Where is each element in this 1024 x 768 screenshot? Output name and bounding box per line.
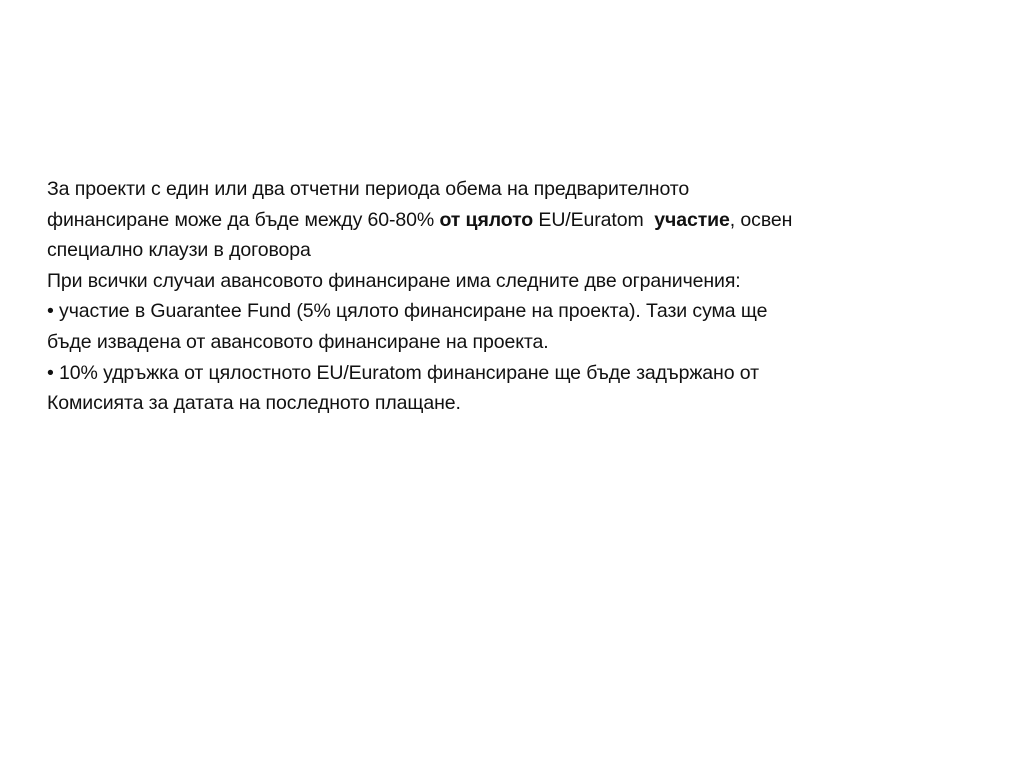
bullet-2-line-1: • 10% удръжка от цялостното EU/Euratom финансиране ще бъде задържано от (47, 361, 759, 384)
paragraph-1-line-1: За проекти с един или два отчетни периода обема на предварителното (47, 178, 690, 200)
bold-text-run: участие (654, 208, 730, 231)
text-run: финансиране може да бъде между 60-80% (47, 208, 440, 231)
text-run: , освен (729, 208, 793, 231)
bullet-1-line-2: бъде извадена от авансовото финансиране на проекта. (47, 330, 549, 353)
paragraph-1-line-2 (47, 205, 1007, 236)
bullet-2-line-2: Комисията за датата на последното плащане. (47, 392, 461, 415)
bold-text-run: от цялото (439, 208, 534, 231)
body-text (47, 174, 1007, 419)
paragraph-1-line-3: специално клаузи в договора (47, 239, 311, 262)
text-run: EU/Euratom (533, 208, 655, 231)
paragraph-2-line-1: При всички случаи авансовото финансиране има следните две ограничения: (47, 269, 741, 292)
bullet-1-line-1: • участие в Guarantee Fund (5% цялото финансиране на проекта). Тази сума ще (47, 300, 768, 323)
